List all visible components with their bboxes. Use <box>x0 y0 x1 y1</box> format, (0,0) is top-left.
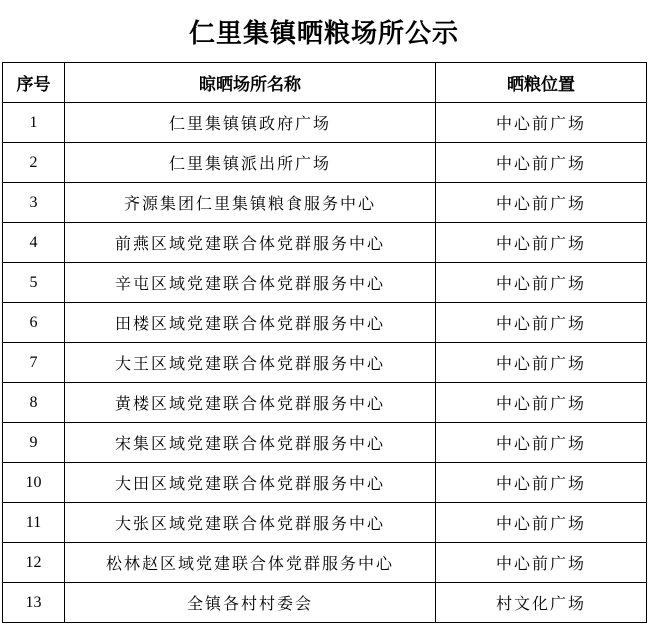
table-row <box>3 463 647 503</box>
serial-number-cell: 13 <box>3 583 65 623</box>
serial-number-cell: 12 <box>3 543 65 583</box>
site-name-cell: 大张区域党建联合体党群服务中心 <box>65 503 436 543</box>
site-name-cell: 宋集区域党建联合体党群服务中心 <box>65 423 436 463</box>
table-row <box>3 103 647 143</box>
site-name-cell: 田楼区域党建联合体党群服务中心 <box>65 303 436 343</box>
table-row <box>3 143 647 183</box>
drying-location-cell: 中心前广场 <box>436 383 647 423</box>
site-name-cell: 前燕区域党建联合体党群服务中心 <box>65 223 436 263</box>
table-row <box>3 543 647 583</box>
table-row <box>3 223 647 263</box>
serial-number-cell: 10 <box>3 463 65 503</box>
table-row <box>3 343 647 383</box>
drying-location-cell: 中心前广场 <box>436 223 647 263</box>
serial-number-cell: 11 <box>3 503 65 543</box>
drying-location-cell: 中心前广场 <box>436 463 647 503</box>
drying-location-cell: 中心前广场 <box>436 303 647 343</box>
table-header-row <box>3 63 647 103</box>
drying-location-cell: 中心前广场 <box>436 183 647 223</box>
header-serial-number: 序号 <box>3 63 65 103</box>
serial-number-cell: 3 <box>3 183 65 223</box>
table-row <box>3 503 647 543</box>
page-title: 仁里集镇晒粮场所公示 <box>188 18 459 49</box>
drying-location-cell: 中心前广场 <box>436 263 647 303</box>
table-row <box>3 383 647 423</box>
header-site-name: 晾晒场所名称 <box>65 63 436 103</box>
site-name-cell: 全镇各村村委会 <box>65 583 436 623</box>
serial-number-cell: 6 <box>3 303 65 343</box>
header-drying-location: 晒粮位置 <box>436 63 647 103</box>
drying-location-cell: 中心前广场 <box>436 423 647 463</box>
site-name-cell: 黄楼区域党建联合体党群服务中心 <box>65 383 436 423</box>
drying-location-cell: 村文化广场 <box>436 583 647 623</box>
table-row <box>3 583 647 623</box>
serial-number-cell: 7 <box>3 343 65 383</box>
table-row <box>3 303 647 343</box>
site-name-cell: 大王区域党建联合体党群服务中心 <box>65 343 436 383</box>
table-row <box>3 423 647 463</box>
site-name-cell: 松林赵区域党建联合体党群服务中心 <box>65 543 436 583</box>
site-name-cell: 仁里集镇镇政府广场 <box>65 103 436 143</box>
site-name-cell: 齐源集团仁里集镇粮食服务中心 <box>65 183 436 223</box>
serial-number-cell: 8 <box>3 383 65 423</box>
drying-location-cell: 中心前广场 <box>436 143 647 183</box>
drying-location-cell: 中心前广场 <box>436 543 647 583</box>
table-row <box>3 263 647 303</box>
drying-location-cell: 中心前广场 <box>436 103 647 143</box>
table-row <box>3 183 647 223</box>
site-name-cell: 仁里集镇派出所广场 <box>65 143 436 183</box>
serial-number-cell: 5 <box>3 263 65 303</box>
drying-sites-table <box>2 62 647 623</box>
site-name-cell: 大田区域党建联合体党群服务中心 <box>65 463 436 503</box>
serial-number-cell: 4 <box>3 223 65 263</box>
serial-number-cell: 1 <box>3 103 65 143</box>
drying-location-cell: 中心前广场 <box>436 343 647 383</box>
drying-location-cell: 中心前广场 <box>436 503 647 543</box>
site-name-cell: 辛屯区域党建联合体党群服务中心 <box>65 263 436 303</box>
serial-number-cell: 9 <box>3 423 65 463</box>
serial-number-cell: 2 <box>3 143 65 183</box>
